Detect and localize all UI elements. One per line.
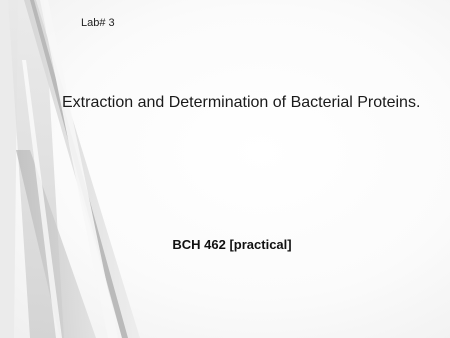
slide-title: Extraction and Determination of Bacterial Proteins. <box>62 94 421 111</box>
lab-number-label: Lab# 3 <box>81 17 115 29</box>
slide-subtitle: BCH 462 [practical] <box>172 237 292 252</box>
